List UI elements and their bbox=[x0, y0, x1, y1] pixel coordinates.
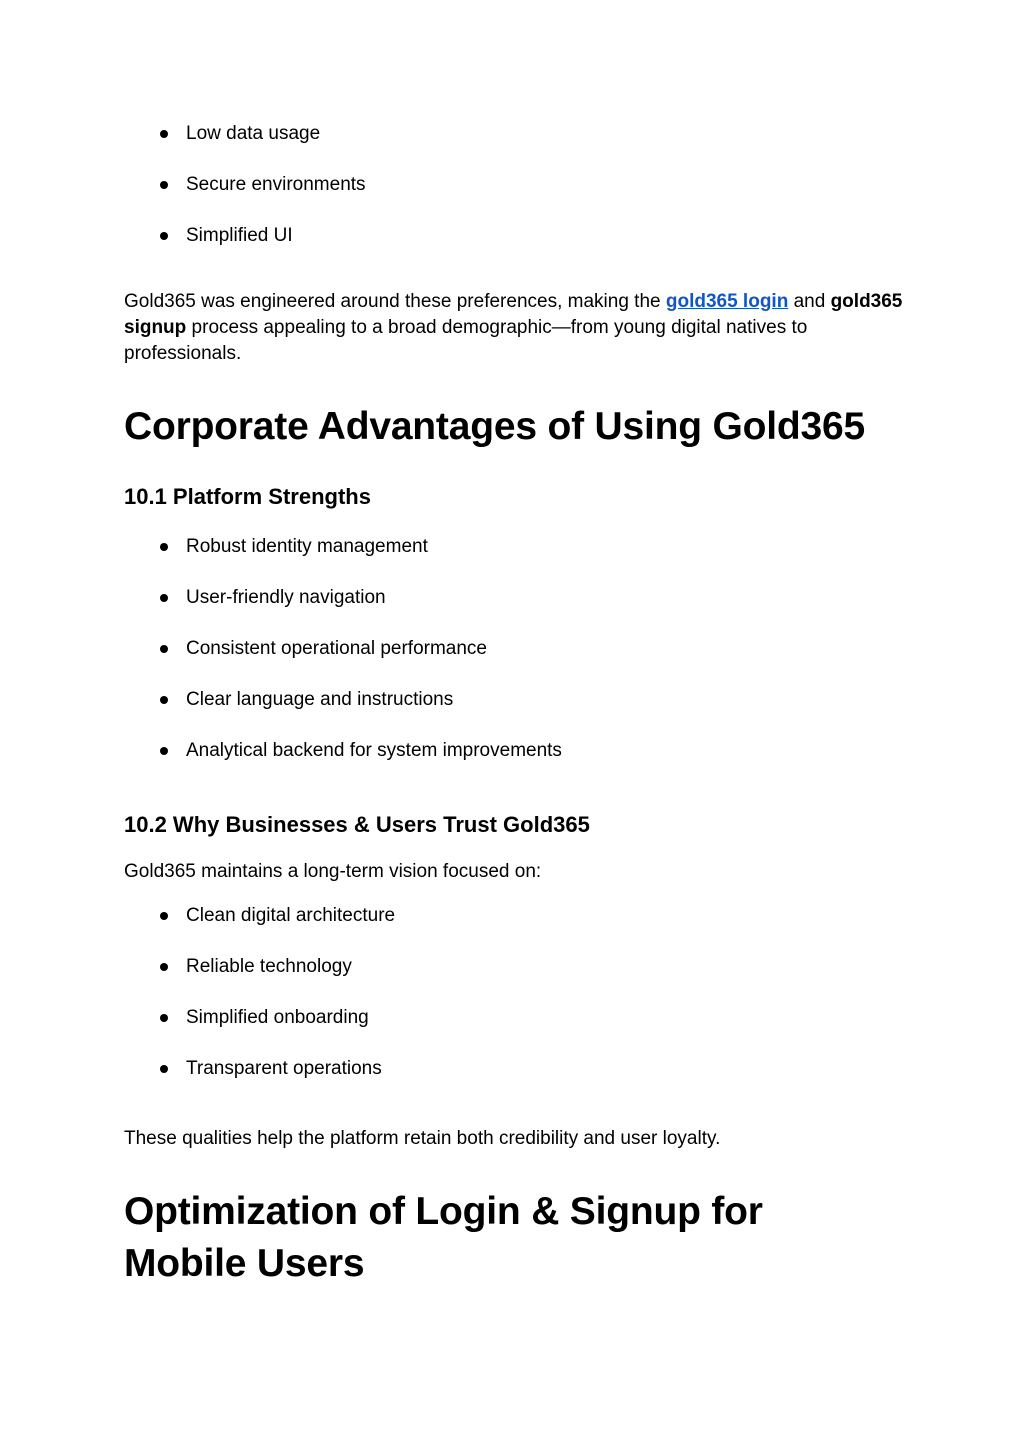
paragraph-bold-text: gold365 signup bbox=[124, 291, 903, 338]
intro-paragraph bbox=[124, 289, 906, 367]
list-item: Simplified onboarding bbox=[124, 1005, 906, 1031]
paragraph-text: process appealing to a broad demographic—from young digital natives to professionals. bbox=[124, 317, 808, 364]
list-item: Secure environments bbox=[124, 172, 906, 198]
list-item: Transparent operations bbox=[124, 1056, 906, 1082]
list-item: Robust identity management bbox=[124, 534, 906, 560]
list-item: Reliable technology bbox=[124, 954, 906, 980]
list-item: Consistent operational performance bbox=[124, 636, 906, 662]
gold365-login-link[interactable]: gold365 login bbox=[665, 291, 789, 312]
heading-why-trust: 10.2 Why Businesses & Users Trust Gold365 bbox=[124, 812, 590, 837]
paragraph-text: Gold365 was engineered around these preferences, making the bbox=[124, 291, 666, 312]
heading-platform-strengths: 10.1 Platform Strengths bbox=[124, 484, 371, 509]
list-item: Clean digital architecture bbox=[124, 903, 906, 929]
trust-bullet-list bbox=[124, 903, 906, 1082]
list-item: Low data usage bbox=[124, 121, 906, 147]
list-item: Analytical backend for system improvements bbox=[124, 738, 906, 764]
intro-bullet-list bbox=[124, 121, 906, 249]
heading-corporate-advantages: Corporate Advantages of Using Gold365 bbox=[124, 405, 865, 448]
list-item: User-friendly navigation bbox=[124, 585, 906, 611]
heading-mobile-optimization: Optimization of Login & Signup for Mobile Users bbox=[124, 1190, 763, 1285]
closing-paragraph: These qualities help the platform retain both credibility and user loyalty. bbox=[124, 1128, 721, 1149]
list-item: Clear language and instructions bbox=[124, 687, 906, 713]
platform-strengths-list bbox=[124, 534, 906, 764]
list-item: Simplified UI bbox=[124, 223, 906, 249]
paragraph-text: and bbox=[788, 291, 831, 312]
trust-intro-paragraph: Gold365 maintains a long-term vision focused on: bbox=[124, 861, 542, 882]
